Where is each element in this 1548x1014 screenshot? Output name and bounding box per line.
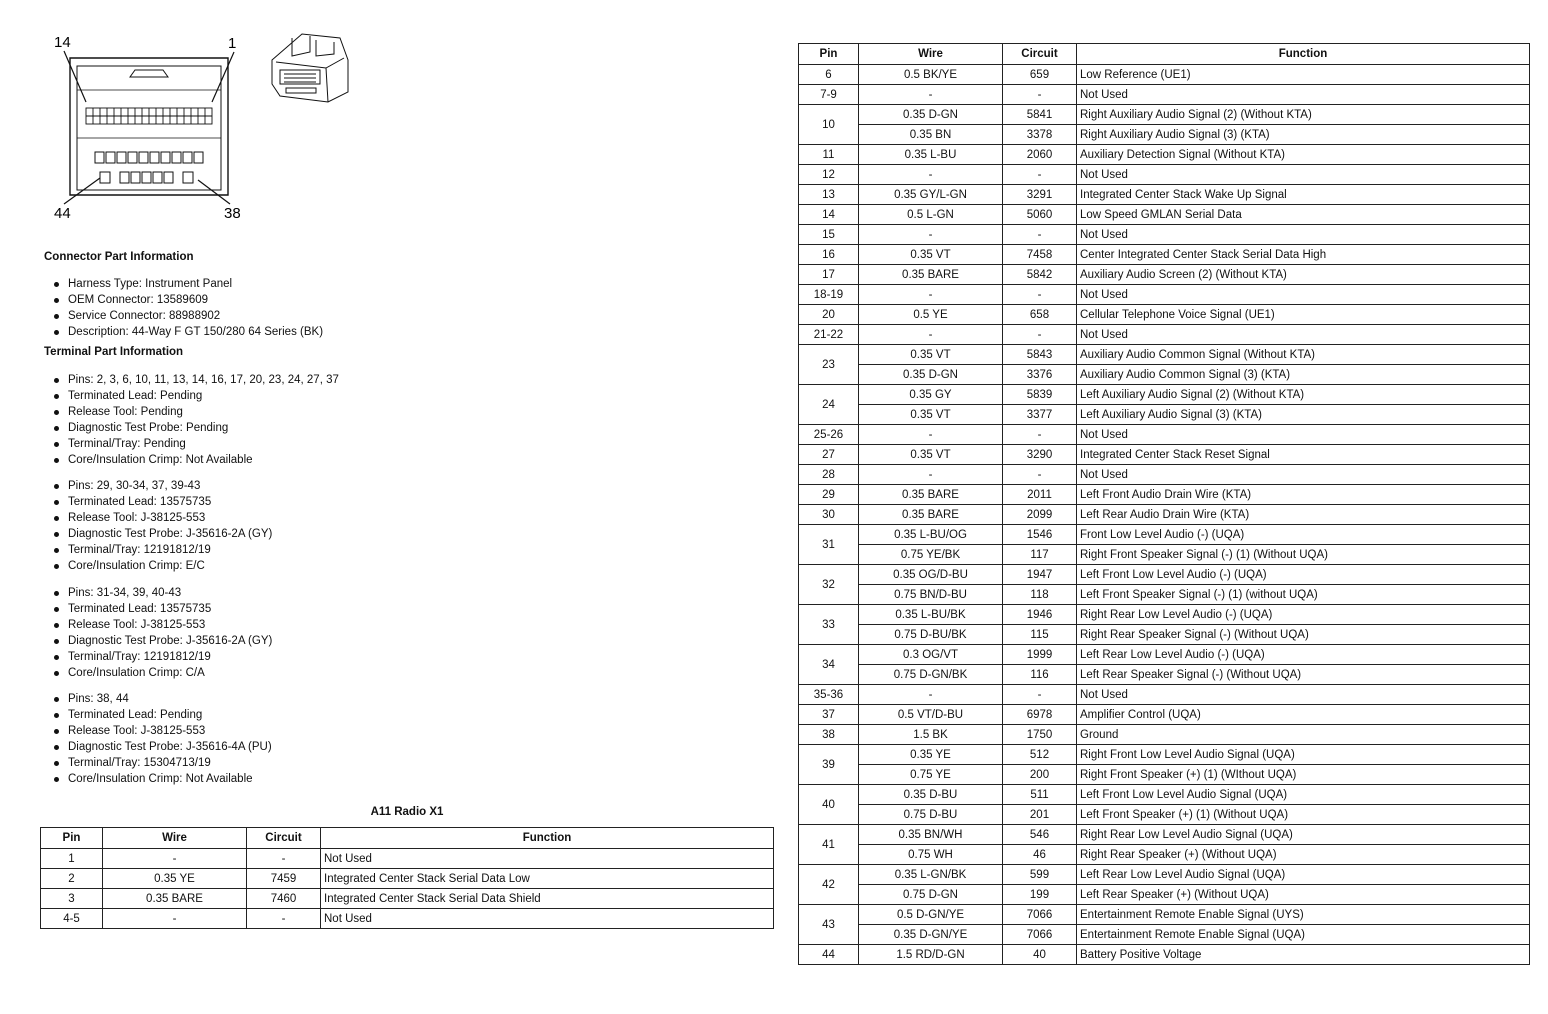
table-row	[799, 145, 1530, 165]
table-row	[799, 105, 1530, 125]
wire-cell: 0.35 D-BU	[859, 785, 1003, 805]
wire-cell: -	[859, 85, 1003, 105]
circuit-cell: 3291	[1003, 185, 1077, 205]
circuit-cell: -	[247, 849, 321, 869]
terminal-info-item: Pins: 31-34, 39, 40-43	[44, 585, 272, 601]
pin-cell: 3	[41, 889, 103, 909]
circuit-cell: 5843	[1003, 345, 1077, 365]
wire-cell: 0.35 BN/WH	[859, 825, 1003, 845]
table-row	[799, 185, 1530, 205]
circuit-cell: 5842	[1003, 265, 1077, 285]
connector-info-title: Connector Part Information	[44, 251, 194, 263]
terminal-info-item: Terminated Lead: Pending	[44, 707, 272, 723]
table-row	[41, 849, 774, 869]
circuit-cell: 512	[1003, 745, 1077, 765]
function-cell: Left Front Speaker (+) (1) (Without UQA)	[1077, 805, 1530, 825]
wire-cell: 0.35 L-GN/BK	[859, 865, 1003, 885]
function-cell: Left Front Low Level Audio Signal (UQA)	[1077, 785, 1530, 805]
function-cell: Low Speed GMLAN Serial Data	[1077, 205, 1530, 225]
table-row	[799, 485, 1530, 505]
table-row	[799, 745, 1530, 765]
function-cell: Auxiliary Audio Common Signal (3) (KTA)	[1077, 365, 1530, 385]
pin-cell: 15	[799, 225, 859, 245]
table-row	[799, 685, 1530, 705]
terminal-info-group	[44, 372, 339, 468]
table-row	[799, 425, 1530, 445]
function-cell: Left Rear Low Level Audio Signal (UQA)	[1077, 865, 1530, 885]
pin-cell: 4-5	[41, 909, 103, 929]
table-row	[799, 165, 1530, 185]
function-cell: Left Rear Speaker (+) (Without UQA)	[1077, 885, 1530, 905]
pin-cell: 23	[799, 345, 859, 385]
function-cell: Right Rear Speaker Signal (-) (Without UQA)	[1077, 625, 1530, 645]
connector-info-item: Harness Type: Instrument Panel	[44, 276, 323, 292]
pin-cell: 21-22	[799, 325, 859, 345]
function-cell: Not Used	[1077, 685, 1530, 705]
pin-cell: 1	[41, 849, 103, 869]
function-cell: Not Used	[321, 849, 774, 869]
connector-diagram	[40, 30, 370, 230]
circuit-cell: 1999	[1003, 645, 1077, 665]
circuit-cell: -	[247, 909, 321, 929]
circuit-cell: 546	[1003, 825, 1077, 845]
table-row	[799, 825, 1530, 845]
column-header: Wire	[859, 44, 1003, 65]
table-row	[799, 765, 1530, 785]
table-row	[799, 205, 1530, 225]
table-row	[799, 305, 1530, 325]
table-row	[41, 869, 774, 889]
function-cell: Integrated Center Stack Serial Data Low	[321, 869, 774, 889]
wire-cell: -	[859, 425, 1003, 445]
function-cell: Right Front Speaker (+) (1) (WIthout UQA)	[1077, 765, 1530, 785]
terminal-info-item: Terminated Lead: Pending	[44, 388, 339, 404]
function-cell: Left Rear Speaker Signal (-) (Without UQA)	[1077, 665, 1530, 685]
table-row	[41, 889, 774, 909]
table-row	[799, 225, 1530, 245]
circuit-cell: 7066	[1003, 925, 1077, 945]
wire-cell: 0.35 VT	[859, 405, 1003, 425]
wire-cell: -	[103, 909, 247, 929]
circuit-cell: 7458	[1003, 245, 1077, 265]
table-row	[799, 885, 1530, 905]
wire-cell: 0.5 YE	[859, 305, 1003, 325]
terminal-info-item: Pins: 38, 44	[44, 691, 272, 707]
circuit-cell: -	[1003, 285, 1077, 305]
terminal-info-item: Terminated Lead: 13575735	[44, 601, 272, 617]
function-cell: Left Rear Low Level Audio (-) (UQA)	[1077, 645, 1530, 665]
connector-face-drawing	[40, 30, 370, 230]
pin-cell: 2	[41, 869, 103, 889]
table-row	[799, 285, 1530, 305]
connector-3d-view	[272, 34, 348, 102]
wire-cell: 0.75 WH	[859, 845, 1003, 865]
terminal-info-title: Terminal Part Information	[44, 346, 184, 358]
connector-info-item: Service Connector: 88988902	[44, 308, 323, 324]
terminal-info-item: Release Tool: J-38125-553	[44, 510, 272, 526]
pin-cell: 6	[799, 65, 859, 85]
connector-info-item: OEM Connector: 13589609	[44, 292, 323, 308]
terminal-info-item: Diagnostic Test Probe: J-35616-2A (GY)	[44, 633, 272, 649]
circuit-cell: 3378	[1003, 125, 1077, 145]
terminal-info-item: Release Tool: J-38125-553	[44, 723, 272, 739]
circuit-cell: 5839	[1003, 385, 1077, 405]
table-row	[799, 405, 1530, 425]
pin-cell: 38	[799, 725, 859, 745]
pin-cell: 14	[799, 205, 859, 225]
wire-cell: 0.35 D-GN	[859, 365, 1003, 385]
terminal-info-group	[44, 691, 272, 787]
circuit-cell: 2099	[1003, 505, 1077, 525]
circuit-cell: -	[1003, 225, 1077, 245]
column-header: Wire	[103, 828, 247, 849]
table-row	[799, 845, 1530, 865]
circuit-cell: -	[1003, 425, 1077, 445]
pin-cell: 7-9	[799, 85, 859, 105]
wire-cell: 0.75 YE/BK	[859, 545, 1003, 565]
table-row	[799, 125, 1530, 145]
function-cell: Right Rear Speaker (+) (Without UQA)	[1077, 845, 1530, 865]
circuit-cell: 5060	[1003, 205, 1077, 225]
function-cell: Right Rear Low Level Audio Signal (UQA)	[1077, 825, 1530, 845]
function-cell: Integrated Center Stack Wake Up Signal	[1077, 185, 1530, 205]
terminal-info-item: Pins: 29, 30-34, 37, 39-43	[44, 478, 272, 494]
pin-cell: 25-26	[799, 425, 859, 445]
terminal-info-item: Core/Insulation Crimp: E/C	[44, 558, 272, 574]
function-cell: Entertainment Remote Enable Signal (UQA)	[1077, 925, 1530, 945]
wire-cell: 0.5 VT/D-BU	[859, 705, 1003, 725]
pin-cell: 12	[799, 165, 859, 185]
function-cell: Auxiliary Audio Screen (2) (Without KTA)	[1077, 265, 1530, 285]
wire-cell: 0.35 GY/L-GN	[859, 185, 1003, 205]
pinout-table-left	[40, 827, 774, 929]
pin-label-44: 44	[54, 205, 71, 222]
function-cell: Not Used	[1077, 165, 1530, 185]
function-cell: Integrated Center Stack Serial Data Shield	[321, 889, 774, 909]
function-cell: Left Front Low Level Audio (-) (UQA)	[1077, 565, 1530, 585]
table-row	[799, 585, 1530, 605]
circuit-cell: 7459	[247, 869, 321, 889]
wire-cell: 0.75 BN/D-BU	[859, 585, 1003, 605]
terminal-info-item: Diagnostic Test Probe: J-35616-4A (PU)	[44, 739, 272, 755]
pin-label-14: 14	[54, 34, 71, 51]
table-row	[799, 785, 1530, 805]
function-cell: Auxiliary Detection Signal (Without KTA)	[1077, 145, 1530, 165]
circuit-cell: 1946	[1003, 605, 1077, 625]
function-cell: Left Auxiliary Audio Signal (3) (KTA)	[1077, 405, 1530, 425]
wire-cell: 0.35 OG/D-BU	[859, 565, 1003, 585]
connector-info-list	[44, 276, 323, 340]
function-cell: Right Auxiliary Audio Signal (2) (Without KTA)	[1077, 105, 1530, 125]
pinout-table-right	[798, 43, 1530, 965]
table-row	[799, 245, 1530, 265]
pin-cell: 13	[799, 185, 859, 205]
circuit-cell: 3290	[1003, 445, 1077, 465]
pin-cell: 11	[799, 145, 859, 165]
wire-cell: 0.35 YE	[103, 869, 247, 889]
function-cell: Cellular Telephone Voice Signal (UE1)	[1077, 305, 1530, 325]
function-cell: Center Integrated Center Stack Serial Data High	[1077, 245, 1530, 265]
function-cell: Left Front Speaker Signal (-) (1) (without UQA)	[1077, 585, 1530, 605]
wire-cell: 0.5 D-GN/YE	[859, 905, 1003, 925]
terminal-info-item: Terminal/Tray: 12191812/19	[44, 542, 272, 558]
column-header: Circuit	[247, 828, 321, 849]
pin-cell: 34	[799, 645, 859, 685]
circuit-cell: 115	[1003, 625, 1077, 645]
circuit-cell: 2060	[1003, 145, 1077, 165]
function-cell: Entertainment Remote Enable Signal (UYS)	[1077, 905, 1530, 925]
circuit-cell: -	[1003, 325, 1077, 345]
pin-cell: 44	[799, 945, 859, 965]
pin-cell: 37	[799, 705, 859, 725]
function-cell: Not Used	[1077, 285, 1530, 305]
circuit-cell: 199	[1003, 885, 1077, 905]
pin-cell: 35-36	[799, 685, 859, 705]
function-cell: Not Used	[1077, 325, 1530, 345]
terminal-info-item: Core/Insulation Crimp: C/A	[44, 665, 272, 681]
pin-cell: 28	[799, 465, 859, 485]
wire-cell: 0.75 D-GN/BK	[859, 665, 1003, 685]
wire-cell: 1.5 BK	[859, 725, 1003, 745]
terminal-info-item: Terminal/Tray: 12191812/19	[44, 649, 272, 665]
circuit-cell: 1546	[1003, 525, 1077, 545]
pin-cell: 30	[799, 505, 859, 525]
wire-cell: 0.35 BARE	[103, 889, 247, 909]
wire-cell: 0.35 GY	[859, 385, 1003, 405]
wire-cell: -	[859, 325, 1003, 345]
wire-cell: 0.35 L-BU	[859, 145, 1003, 165]
wire-cell: 0.75 YE	[859, 765, 1003, 785]
table-row	[799, 925, 1530, 945]
terminal-info-item: Core/Insulation Crimp: Not Available	[44, 452, 339, 468]
function-cell: Right Auxiliary Audio Signal (3) (KTA)	[1077, 125, 1530, 145]
table-row	[799, 345, 1530, 365]
wire-cell: -	[859, 465, 1003, 485]
table-row	[799, 445, 1530, 465]
column-header: Function	[321, 828, 774, 849]
wire-cell: 0.35 L-BU/BK	[859, 605, 1003, 625]
circuit-cell: 6978	[1003, 705, 1077, 725]
circuit-cell: 3377	[1003, 405, 1077, 425]
circuit-cell: -	[1003, 685, 1077, 705]
wire-cell: 0.75 D-BU	[859, 805, 1003, 825]
circuit-cell: 7460	[247, 889, 321, 909]
pin-cell: 40	[799, 785, 859, 825]
table-row	[799, 65, 1530, 85]
circuit-cell: -	[1003, 465, 1077, 485]
function-cell: Battery Positive Voltage	[1077, 945, 1530, 965]
table-row	[799, 945, 1530, 965]
pin-cell: 10	[799, 105, 859, 145]
table-row	[799, 625, 1530, 645]
terminal-info-item: Terminal/Tray: Pending	[44, 436, 339, 452]
wire-cell: -	[859, 685, 1003, 705]
circuit-cell: 7066	[1003, 905, 1077, 925]
circuit-cell: 511	[1003, 785, 1077, 805]
table-row	[799, 905, 1530, 925]
circuit-cell: 1947	[1003, 565, 1077, 585]
table-row	[799, 865, 1530, 885]
wire-cell: 0.35 L-BU/OG	[859, 525, 1003, 545]
column-header: Pin	[41, 828, 103, 849]
table-row	[41, 909, 774, 929]
function-cell: Amplifier Control (UQA)	[1077, 705, 1530, 725]
pin-cell: 32	[799, 565, 859, 605]
wire-cell: 0.35 D-GN/YE	[859, 925, 1003, 945]
table-row	[799, 605, 1530, 625]
function-cell: Not Used	[1077, 425, 1530, 445]
pin-label-38: 38	[224, 205, 241, 222]
terminal-info-item: Diagnostic Test Probe: Pending	[44, 420, 339, 436]
function-cell: Left Auxiliary Audio Signal (2) (Without KTA)	[1077, 385, 1530, 405]
function-cell: Front Low Level Audio (-) (UQA)	[1077, 525, 1530, 545]
circuit-cell: -	[1003, 165, 1077, 185]
function-cell: Right Rear Low Level Audio (-) (UQA)	[1077, 605, 1530, 625]
pin-cell: 41	[799, 825, 859, 865]
function-cell: Not Used	[321, 909, 774, 929]
function-cell: Auxiliary Audio Common Signal (Without KTA)	[1077, 345, 1530, 365]
table-title: A11 Radio X1	[370, 806, 444, 818]
table-row	[799, 525, 1530, 545]
table-row	[799, 85, 1530, 105]
wire-cell: -	[859, 285, 1003, 305]
circuit-cell: 5841	[1003, 105, 1077, 125]
table-row	[799, 645, 1530, 665]
wire-cell: 0.35 VT	[859, 345, 1003, 365]
terminal-info-item: Terminal/Tray: 15304713/19	[44, 755, 272, 771]
circuit-cell: 1750	[1003, 725, 1077, 745]
function-cell: Not Used	[1077, 225, 1530, 245]
table-row	[799, 565, 1530, 585]
circuit-cell: 3376	[1003, 365, 1077, 385]
pin-cell: 16	[799, 245, 859, 265]
wire-cell: 1.5 RD/D-GN	[859, 945, 1003, 965]
table-row	[799, 505, 1530, 525]
circuit-cell: 658	[1003, 305, 1077, 325]
table-row	[799, 465, 1530, 485]
wire-cell: -	[859, 225, 1003, 245]
table-row	[799, 705, 1530, 725]
terminal-info-item: Release Tool: Pending	[44, 404, 339, 420]
wire-cell: 0.5 BK/YE	[859, 65, 1003, 85]
circuit-cell: 46	[1003, 845, 1077, 865]
table-row	[799, 665, 1530, 685]
column-header: Function	[1077, 44, 1530, 65]
wire-cell: 0.35 BARE	[859, 505, 1003, 525]
table-row	[799, 805, 1530, 825]
wire-cell: 0.35 BARE	[859, 485, 1003, 505]
wire-cell: 0.75 D-BU/BK	[859, 625, 1003, 645]
wire-cell: 0.35 VT	[859, 245, 1003, 265]
pin-cell: 20	[799, 305, 859, 325]
function-cell: Integrated Center Stack Reset Signal	[1077, 445, 1530, 465]
circuit-cell: 117	[1003, 545, 1077, 565]
table-row	[799, 265, 1530, 285]
terminal-info-group	[44, 478, 272, 574]
wire-cell: 0.75 D-GN	[859, 885, 1003, 905]
table-row	[799, 325, 1530, 345]
terminal-info-item: Diagnostic Test Probe: J-35616-2A (GY)	[44, 526, 272, 542]
pin-cell: 18-19	[799, 285, 859, 305]
pin-cell: 17	[799, 265, 859, 285]
wire-cell: 0.35 D-GN	[859, 105, 1003, 125]
function-cell: Right Front Low Level Audio Signal (UQA)	[1077, 745, 1530, 765]
connector-info-item: Description: 44-Way F GT 150/280 64 Series (BK)	[44, 324, 323, 340]
terminal-info-group	[44, 585, 272, 681]
terminal-info-item: Pins: 2, 3, 6, 10, 11, 13, 14, 16, 17, 20, 23, 24, 27, 37	[44, 372, 339, 388]
circuit-cell: 116	[1003, 665, 1077, 685]
function-cell: Ground	[1077, 725, 1530, 745]
circuit-cell: 599	[1003, 865, 1077, 885]
pin-cell: 39	[799, 745, 859, 785]
wire-cell: 0.5 L-GN	[859, 205, 1003, 225]
wire-cell: 0.35 VT	[859, 445, 1003, 465]
pin-cell: 27	[799, 445, 859, 465]
table-row	[799, 385, 1530, 405]
pin-cell: 24	[799, 385, 859, 425]
function-cell: Right Front Speaker Signal (-) (1) (Without UQA)	[1077, 545, 1530, 565]
circuit-cell: 201	[1003, 805, 1077, 825]
pin-cell: 33	[799, 605, 859, 645]
wire-cell: 0.35 BN	[859, 125, 1003, 145]
terminal-info-item: Core/Insulation Crimp: Not Available	[44, 771, 272, 787]
pin-cell: 31	[799, 525, 859, 565]
wire-cell: -	[859, 165, 1003, 185]
pin-cell: 42	[799, 865, 859, 905]
circuit-cell: 2011	[1003, 485, 1077, 505]
wire-cell: -	[103, 849, 247, 869]
column-header: Pin	[799, 44, 859, 65]
circuit-cell: -	[1003, 85, 1077, 105]
circuit-cell: 200	[1003, 765, 1077, 785]
circuit-cell: 118	[1003, 585, 1077, 605]
circuit-cell: 40	[1003, 945, 1077, 965]
terminal-info-item: Release Tool: J-38125-553	[44, 617, 272, 633]
wire-cell: 0.3 OG/VT	[859, 645, 1003, 665]
terminal-info-item: Terminated Lead: 13575735	[44, 494, 272, 510]
pin-label-1: 1	[228, 35, 237, 52]
wire-cell: 0.35 BARE	[859, 265, 1003, 285]
table-row	[799, 545, 1530, 565]
function-cell: Not Used	[1077, 465, 1530, 485]
circuit-cell: 659	[1003, 65, 1077, 85]
function-cell: Low Reference (UE1)	[1077, 65, 1530, 85]
column-header: Circuit	[1003, 44, 1077, 65]
function-cell: Left Rear Audio Drain Wire (KTA)	[1077, 505, 1530, 525]
table-row	[799, 365, 1530, 385]
pin-cell: 43	[799, 905, 859, 945]
table-row	[799, 725, 1530, 745]
wire-cell: 0.35 YE	[859, 745, 1003, 765]
function-cell: Left Front Audio Drain Wire (KTA)	[1077, 485, 1530, 505]
pin-cell: 29	[799, 485, 859, 505]
function-cell: Not Used	[1077, 85, 1530, 105]
